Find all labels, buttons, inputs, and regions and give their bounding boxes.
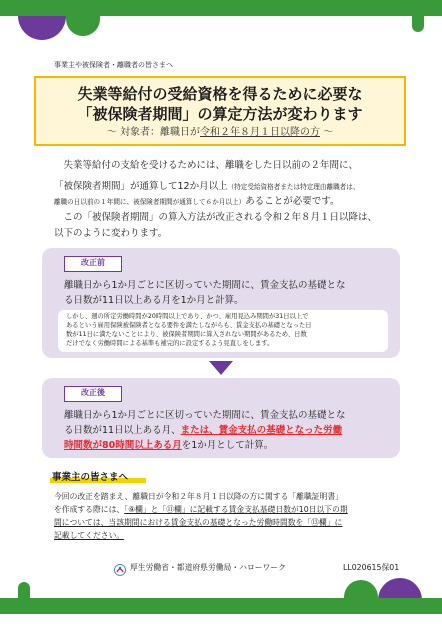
title-line-1: 失業等給付の受給資格を得るために必要な [77,85,363,103]
intro-p1-line2-small: （特定受給資格者または特定理由離職者は、 [227,183,360,191]
after-line-3 [64,438,273,453]
top-green-tab [412,16,424,32]
intro-p2-line2: 以下のように変わります。 [54,228,168,239]
after-line-1: 離職日から1か月ごとに区切っていた期間に、賃金支払の基礎とな [64,410,346,421]
before-line-2: る日数が11日以上ある月を1か月と計算。 [64,295,244,306]
before-line-1: 離職日から1か月ごとに区切っていた期間に、賃金支払の基礎とな [64,280,346,291]
subtitle-suffix: ～ [320,127,334,138]
top-green-half-circle [66,16,100,36]
top-green-bar [0,0,442,16]
before-note-line-1: しかし、週の所定労働時間が20時間以上であり、かつ、雇用見込み期間が31日以上で [66,313,309,320]
employer-line-3 [54,516,342,529]
intro-p2-line1: この「被保険者期間」の算入方法が改正される令和２年８月１日以降は、 [54,212,378,223]
after-line-2-red: または、賃金支払の基礎となった労働 [180,425,343,436]
subtitle-date: 令和２年８月１日以降の方 [200,127,320,138]
subtitle-prefix: ～ 対象者：離職日が [106,127,200,138]
after-panel [42,378,400,458]
before-note-line-3: 数が11日に満たないことにより、被保険者期間に算入されない期間があるため、日数 [66,331,307,338]
bottom-decoration [0,578,442,627]
footer-issuer: 厚生労働省・都道府県労働局・ハローワーク [130,563,286,572]
top-decoration [0,0,442,52]
ministry-logo-icon [114,561,126,573]
intro-p1-line2-text: 「被保険者期間」が通算して12か月以上 [54,181,228,192]
after-line-3-text: を1か月として計算。 [181,440,274,451]
employer-line-2 [54,503,348,516]
after-line-2 [64,423,342,438]
title-line-2: 「被保険者期間」の算定方法が変わります [77,105,363,123]
bottom-purple-half-circle [378,578,422,600]
audience-label: 事業主や被保険者・離職者の皆さまへ [54,61,173,69]
after-tag: 改正後 [64,386,122,402]
employer-line-3-underlined: 間については、当該期間における賃金支払の基礎となった労働時間数を「⑬欄」に [54,518,343,527]
bottom-green-tab [18,582,30,598]
title-box [34,76,406,146]
employer-line-2-underlined: 「⑨欄」と「⑪欄」に記載する賃金支払基礎日数が10日以下の期 [124,505,348,514]
bottom-green-half-circle [344,580,378,598]
intro-p1-line1: 失業等給付の支給を受けるためには、離職をした日以前の２年間に、 [54,160,359,171]
before-tag: 改正前 [64,256,122,272]
employer-heading: 事業主の皆さまへ [52,472,129,483]
after-line-2-text: る日数が11日以上ある月、 [64,425,181,436]
before-panel [42,248,400,358]
intro-p1-line3 [54,189,339,210]
subtitle [36,126,404,140]
employer-line-4-underlined: 記載してください。 [54,531,125,540]
bottom-green-bar [0,598,442,614]
before-note-line-4: だけでなく労働時間による基準も補完的に設定するよう見直しをします。 [66,340,274,347]
intro-p1-line3-small: 離職の日以前の１年間に、被保険者期間が通算して６か月以上） [54,198,246,206]
top-purple-half-circle [18,16,66,40]
intro-p1-line3-text: あることが必要です。 [245,196,340,207]
footer-code: LL020615保01 [343,563,400,572]
before-note-line-2: あるという雇用保険被保険者となる要件を満たしながらも、賃金支払の基礎となった日 [66,322,312,329]
after-line-3-red: 時間数が80時間以上ある月 [64,440,182,451]
before-note-box [58,310,388,352]
employer-line-4 [54,529,124,542]
down-arrow-icon [209,361,233,375]
employer-line-2-text: を作成する際には、 [54,505,125,514]
employer-line-1: 今回の改正を踏まえ、離職日が令和２年８月１日以降の方に関する「離職証明書」 [54,492,343,501]
